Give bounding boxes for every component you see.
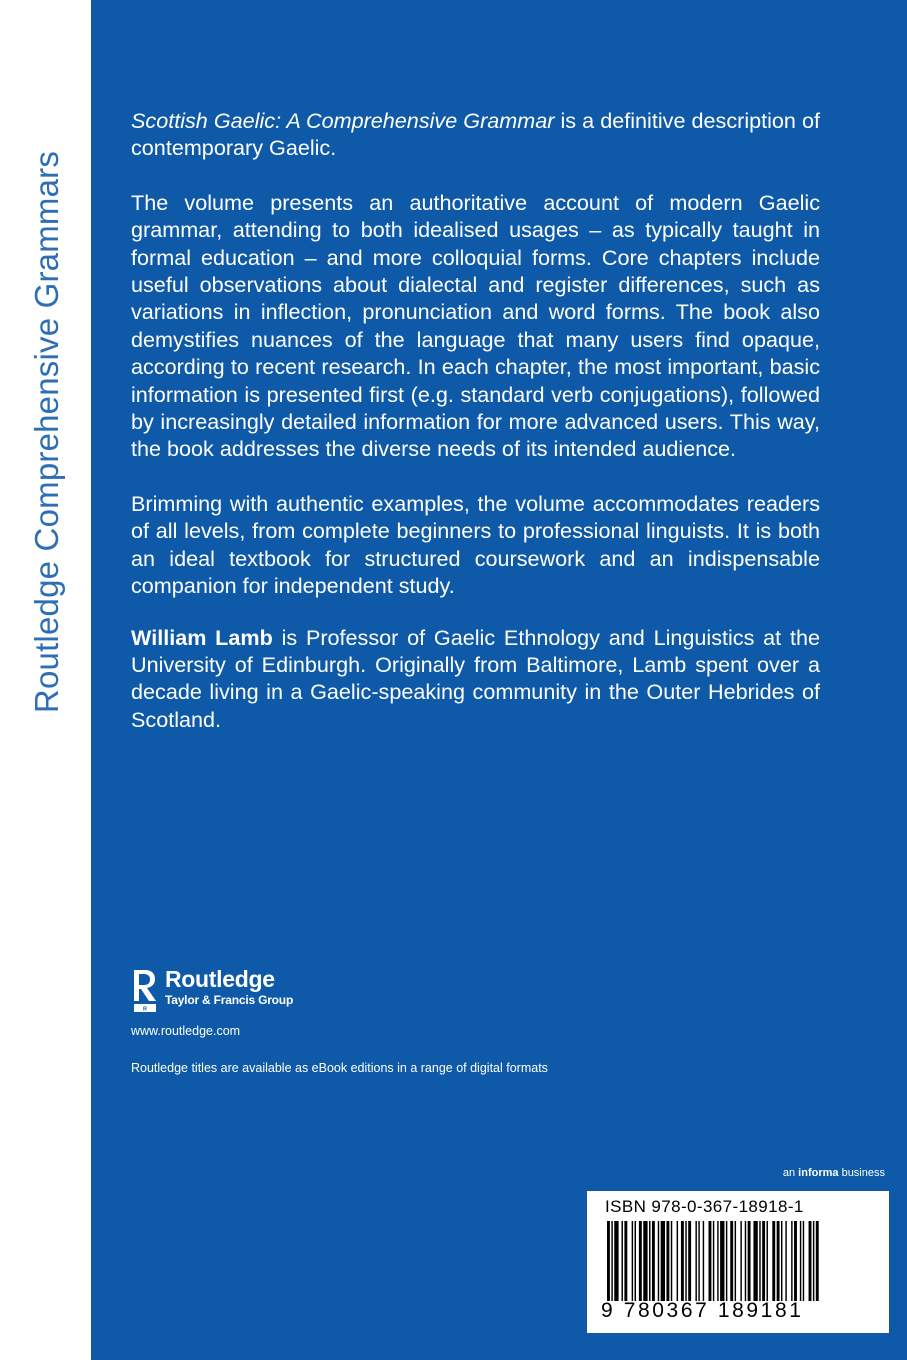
barcode-bar	[794, 1221, 797, 1301]
blurb-description-paragraph: The volume presents an authoritative account of modern Gaelic grammar, attending to both idealised usages – as typically taught in formal education – and more colloquial forms. Core chapters include useful observations about dialectal and register differences, such as variations in inflection, pronunciation and word forms. The book also demystifies nuances of the language that many users find opaque, according to recent research. In each chapter, the most important, basic information is presented first (e.g. standard verb conjugations), followed by increasingly detailed information for more advanced users. This way, the book addresses the diverse needs of its intended audience.	[131, 189, 820, 462]
barcode-bar	[661, 1221, 665, 1301]
barcode-bar	[726, 1221, 727, 1301]
blurb-intro-paragraph	[131, 107, 820, 162]
book-spine	[0, 0, 91, 1360]
barcode-bar	[717, 1221, 718, 1301]
publisher-logo	[131, 966, 293, 1014]
book-title-italic: Scottish Gaelic: A Comprehensive Grammar	[131, 108, 555, 133]
barcode-bar	[624, 1221, 627, 1301]
barcode-bar	[777, 1221, 780, 1301]
barcode-bar	[698, 1221, 699, 1301]
publisher-group: Taylor & Francis Group	[165, 993, 294, 1007]
author-bio-paragraph	[131, 624, 820, 734]
barcode-bar	[685, 1221, 686, 1301]
barcode-bar	[809, 1221, 812, 1301]
barcode-bar	[740, 1221, 741, 1301]
barcode-bar	[772, 1221, 775, 1301]
barcode-digits: 9 780367 189181	[601, 1299, 804, 1322]
barcode-bar	[681, 1221, 684, 1301]
barcode-bar	[745, 1221, 746, 1301]
barcode-bar	[688, 1221, 691, 1301]
barcode-bar	[748, 1221, 751, 1301]
barcode-panel	[587, 1191, 889, 1333]
barcode-bar	[781, 1221, 782, 1301]
blurb-audience-paragraph: Brimming with authentic examples, the volume accommodates readers of all levels, from complete beginners to professional linguists. It is both an ideal textbook for structured coursework and an indispensable companion for independent study.	[131, 490, 820, 599]
barcode-bar	[730, 1221, 733, 1301]
informa-suffix: business	[838, 1167, 885, 1179]
barcode-bar	[813, 1221, 814, 1301]
ebook-note: Routledge titles are available as eBook editions in a range of digital formats	[131, 1061, 548, 1075]
barcode-bar	[611, 1221, 612, 1301]
barcode-bar	[695, 1221, 696, 1301]
svg-text:R: R	[143, 1006, 147, 1013]
barcode-bar	[622, 1221, 623, 1301]
barcode-bar	[643, 1221, 647, 1301]
barcode-bar	[753, 1221, 757, 1301]
barcode-bar	[677, 1221, 678, 1301]
barcode-bar	[791, 1221, 792, 1301]
barcode-bar	[635, 1221, 636, 1301]
barcode-bar	[709, 1221, 712, 1301]
publisher-name: Routledge	[165, 966, 275, 992]
barcode-bar	[649, 1221, 650, 1301]
barcode-bar	[713, 1221, 714, 1301]
barcode-bar	[671, 1221, 672, 1301]
barcode-bar	[816, 1221, 819, 1301]
barcode-bar	[767, 1221, 768, 1301]
informa-prefix: an	[782, 1167, 799, 1179]
barcode-bar	[639, 1221, 642, 1301]
informa-brand: informa	[798, 1167, 839, 1179]
barcode-bar	[703, 1221, 704, 1301]
routledge-logo-icon	[131, 966, 159, 1014]
spine-series-title: Routledge Comprehensive Grammars	[28, 150, 65, 714]
barcode-bar	[614, 1221, 618, 1301]
blurb-intro-rest: is a definitive description of contemporary Gaelic.	[131, 108, 821, 161]
informa-tagline	[783, 1167, 885, 1179]
publisher-url[interactable]: www.routledge.com	[131, 1024, 241, 1038]
barcode-bar	[759, 1221, 760, 1301]
barcode-bar	[762, 1221, 765, 1301]
barcode-bar	[658, 1221, 659, 1301]
barcode-bar	[720, 1221, 724, 1301]
barcode-bar	[607, 1221, 610, 1301]
blurb-text	[131, 107, 820, 760]
barcode-bar	[735, 1221, 736, 1301]
barcode-bar	[632, 1221, 633, 1301]
publisher-block	[131, 966, 293, 1038]
barcode-bar	[666, 1221, 669, 1301]
barcode-bar	[652, 1221, 655, 1301]
isbn-label: ISBN 978-0-367-18918-1	[605, 1197, 804, 1216]
author-name: William Lamb	[131, 624, 273, 650]
author-bio: is Professor of Gaelic Ethnology and Linguistics at the University of Edinburgh. Originally from Baltimore, Lamb spent over a decade living in a Gaelic-speaking community in the Outer Hebrides of Scotland.	[131, 624, 820, 732]
back-cover	[91, 0, 907, 1360]
barcode-bar	[785, 1221, 786, 1301]
barcode-bar	[800, 1221, 801, 1301]
barcode-bar	[803, 1221, 804, 1301]
